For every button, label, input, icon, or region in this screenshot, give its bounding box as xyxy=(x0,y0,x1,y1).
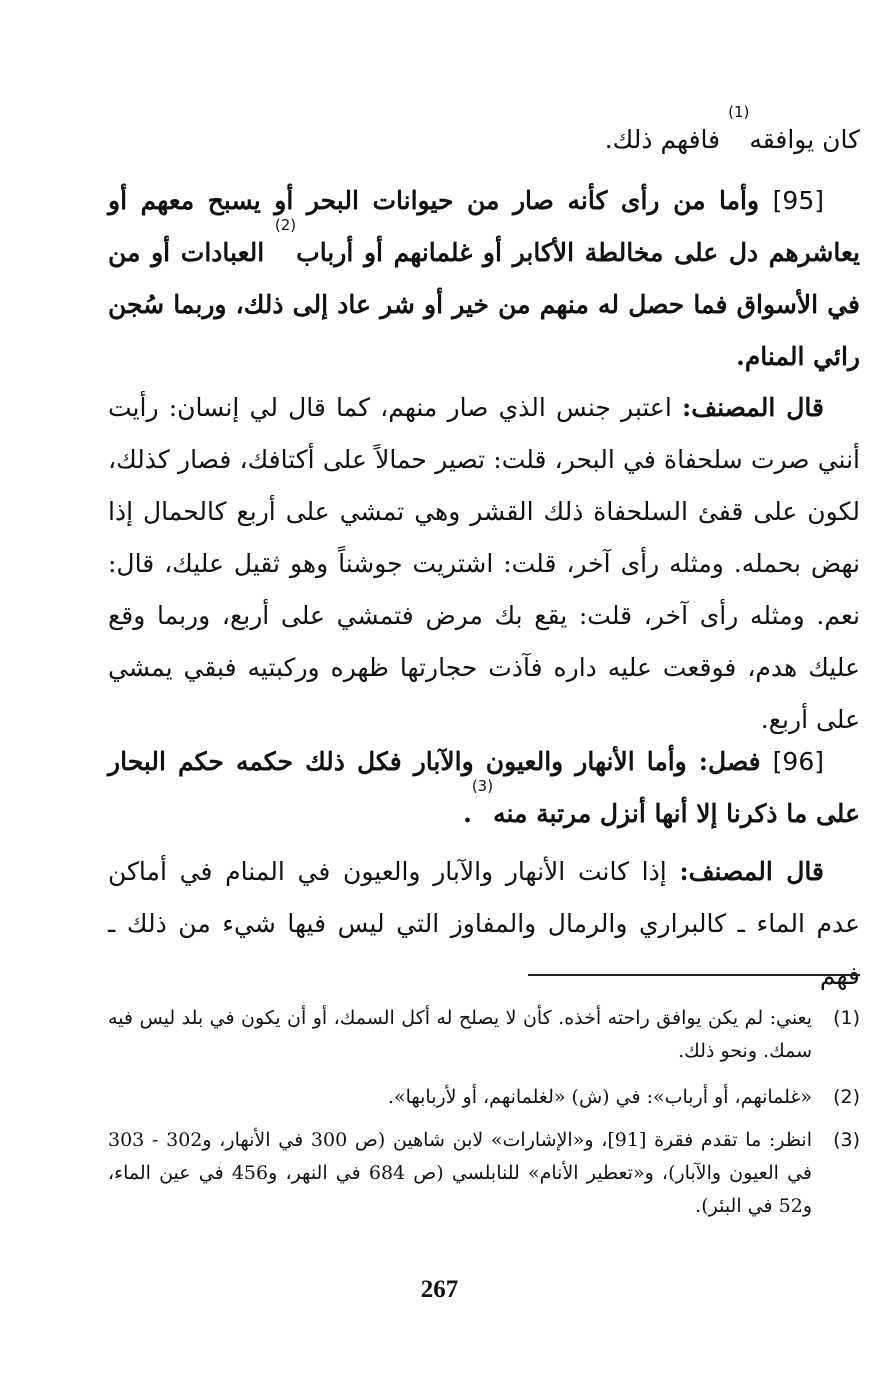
author-commentary-1-text: اعتبر جنس الذي صار منهم، كما قال لي إنسان: رأيت أنني صرت سلحفاة في البحر، قلت: تصير حمالاً على أكتافك، فصار كذلك، لكون على قفئ السلحفاة ذلك القشر وهي تمشي على أربع كالحمال إذا نهض بحمله. ومثله رأى آخر، قلت: اشتريت جوشناً وهو ثقيل عليك، قال: نعم. ومثله رأى آخر، قلت: يقع بك مرض فتمشي على أربع، وربما وقع عليك هدم، فوقعت عليه داره فآذت حجارتها ظهره وركبتيه فبقي يمشي على أربع. xyxy=(108,393,861,734)
paragraph-95 xyxy=(108,175,860,383)
author-commentary-2 xyxy=(108,846,860,1002)
paragraph-96-text-2: . xyxy=(463,799,472,828)
footnote-number-1: (1) xyxy=(833,1007,860,1029)
footnote-text-3: انظر: ما تقدم فقرة [91]، و«الإشارات» لابن شاهين (ص 300 في الأنهار، و302 - 303 في العيون والآبار)، و«تعطير الأنام» للنابلسي (ص 684 في النهر، و456 في عين الماء، و52 في البئر). xyxy=(108,1129,812,1217)
footnote-1 xyxy=(108,1002,860,1068)
footnote-2 xyxy=(108,1081,860,1114)
footnote-ref-3: (3) xyxy=(471,777,494,795)
author-commentary-1 xyxy=(108,382,860,746)
continuation-text: كان يوافقه xyxy=(749,125,860,154)
footnote-ref-2: (2) xyxy=(274,216,297,234)
paragraph-96-text-1: وأما الأنهار والعيون والآبار فكل ذلك حكمه حكم البحار على ما ذكرنا إلا أنها أنزل مرتبة منه xyxy=(108,747,860,828)
footnote-separator xyxy=(528,974,860,976)
author-label-2: قال المصنف: xyxy=(679,857,824,886)
footnote-text-1: يعني: لم يكن يوافق راحته أخذه. كأن لا يصلح له أكل السمك، أو أن يكون في بلد ليس فيه سمك. ونحو ذلك. xyxy=(108,1007,812,1062)
continuation-end: فافهم ذلك. xyxy=(604,125,729,154)
paragraph-number-95: [95] xyxy=(772,186,824,215)
paragraph-96 xyxy=(108,736,860,840)
footnote-text-2: «غلمانهم، أو أرباب»: في (ش) «لغلمانهم، أو لأربابها». xyxy=(387,1086,812,1108)
fasl-label: فصل: xyxy=(698,747,773,776)
footnote-3 xyxy=(108,1124,860,1223)
page-number: 267 xyxy=(420,1276,459,1303)
footnote-number-3: (3) xyxy=(833,1129,860,1151)
paragraph-number-96: [96] xyxy=(772,747,824,776)
footnote-number-2: (2) xyxy=(833,1086,860,1108)
author-label-1: قال المصنف: xyxy=(681,393,824,422)
continuation-line xyxy=(108,103,860,166)
paragraph-95-text-1: وأما من رأى كأنه صار من حيوانات البحر أو يسبح معهم أو يعاشرهم دل على مخالطة الأكابر أو غلمانهم أو أرباب xyxy=(108,186,860,267)
author-commentary-2-text: إذا كانت الأنهار والآبار والعيون في المنام في أماكن عدم الماء ـ كالبراري والرمال والمفاوز التي ليس فيها شيء من ذلك ـ فهم xyxy=(108,857,860,990)
paragraph-95-text-2: العبادات أو من في الأسواق فما حصل له منهم من خير أو شر عاد إلى ذلك، وربما سُجن رائي المنام. xyxy=(108,238,860,371)
footnote-ref-1: (1) xyxy=(728,103,750,121)
